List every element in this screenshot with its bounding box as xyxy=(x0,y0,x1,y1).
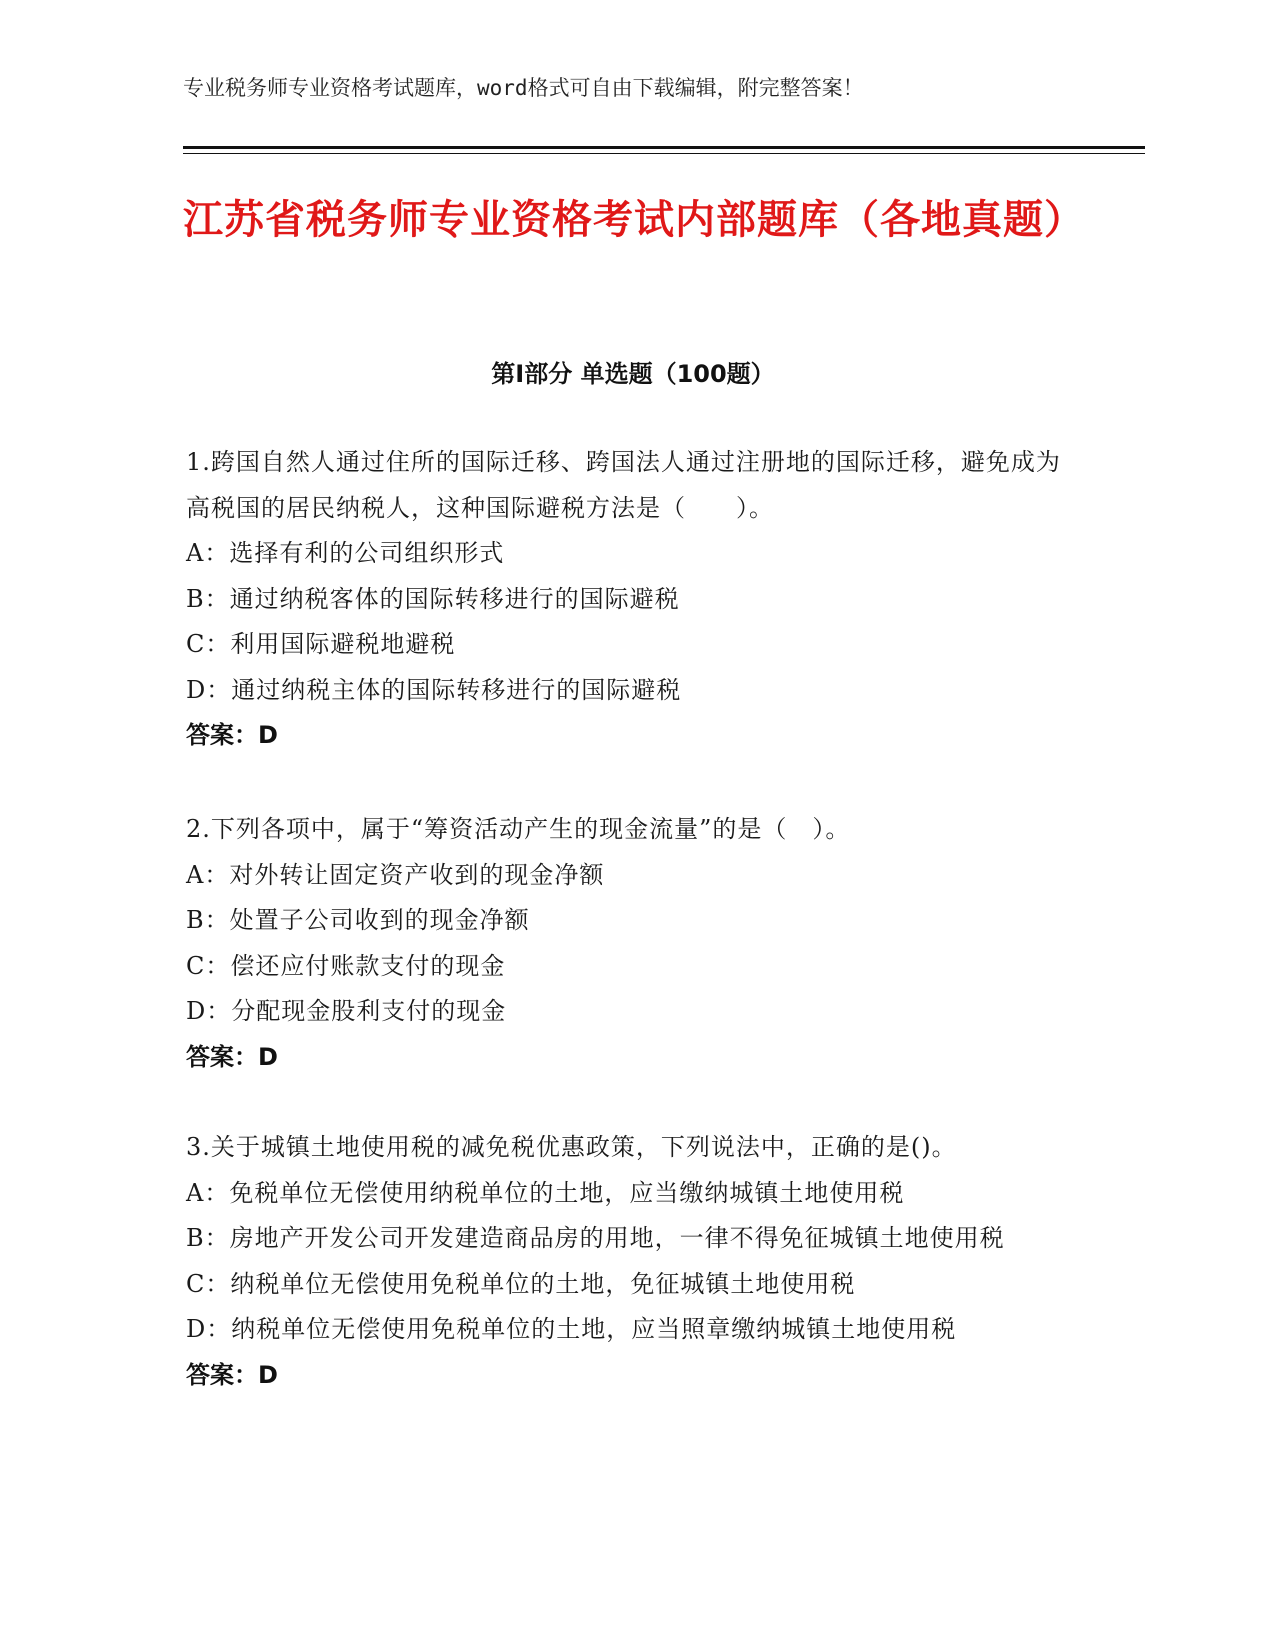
option-d: D：分配现金股利支付的现金 xyxy=(186,997,507,1025)
question-stem: 1.跨国自然人通过住所的国际迁移、跨国法人通过注册地的国际迁移，避免成为高税国的居民纳税人，这种国际避税方法是（ ）。 xyxy=(186,448,1061,522)
answer-line: 答案：D xyxy=(186,1360,278,1389)
option-a: A：免税单位无偿使用纳税单位的土地，应当缴纳城镇土地使用税 xyxy=(186,1178,905,1207)
question-block-1 xyxy=(186,440,1066,759)
answer-line: 答案：D xyxy=(186,721,278,749)
document-title: 江苏省税务师专业资格考试内部题库（各地真题） xyxy=(183,197,1085,243)
option-c: C：纳税单位无偿使用免税单位的土地，免征城镇土地使用税 xyxy=(186,1269,856,1298)
option-c: C：利用国际避税地避税 xyxy=(186,630,456,658)
option-b: B：处置子公司收到的现金净额 xyxy=(186,906,530,934)
option-a: A：选择有利的公司组织形式 xyxy=(186,539,505,567)
option-b: B：房地产开发公司开发建造商品房的用地，一律不得免征城镇土地使用税 xyxy=(186,1224,1005,1252)
answer-line: 答案：D xyxy=(186,1042,278,1071)
option-d: D：纳税单位无偿使用免税单位的土地，应当照章缴纳城镇土地使用税 xyxy=(186,1315,957,1343)
header-divider-thick xyxy=(183,146,1145,149)
question-stem: 3.关于城镇土地使用税的减免税优惠政策，下列说法中，正确的是()。 xyxy=(186,1133,957,1161)
question-stem: 2.下列各项中，属于“筹资活动产生的现金流量”的是（ ）。 xyxy=(186,815,851,843)
option-a: A：对外转让固定资产收到的现金净额 xyxy=(186,860,605,889)
option-d: D：通过纳税主体的国际转移进行的国际避税 xyxy=(186,675,682,704)
question-block-3 xyxy=(186,1125,1066,1398)
header-divider-thin xyxy=(183,153,1145,154)
section-heading: 第Ⅰ部分 单选题（100题） xyxy=(491,360,775,388)
option-b: B：通过纳税客体的国际转移进行的国际避税 xyxy=(186,584,680,613)
option-c: C：偿还应付账款支付的现金 xyxy=(186,951,506,980)
question-block-2 xyxy=(186,807,1066,1080)
page-header-text: 专业税务师专业资格考试题库，word格式可自由下载编辑，附完整答案！ xyxy=(183,76,864,100)
